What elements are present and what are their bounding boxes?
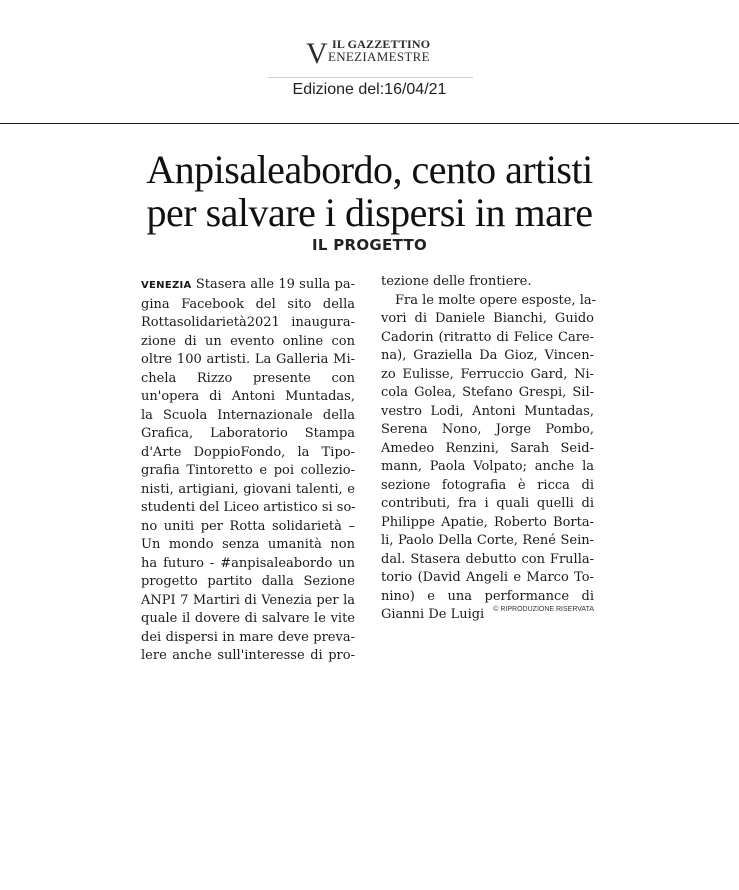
copyright-notice: © RIPRODUZIONE RISERVATA (493, 606, 594, 613)
text-line: dei dispersi in mare deve preva- (141, 629, 355, 645)
text-line: oltre 100 artisti. La Galleria Mi- (141, 352, 355, 367)
text-line: un'opera di Antoni Muntadas, (141, 389, 355, 404)
text-line: grafia Tintoretto e poi collezio- (141, 463, 355, 478)
text-line: ha futuro - #anpisaleabordo un (141, 555, 355, 571)
text-line: quale il dovere di salvare le vite (141, 611, 355, 626)
text-line: li, Paolo Della Corte, René Sein- (381, 533, 594, 548)
text-line: la Scuola Internazionale della (141, 407, 355, 423)
text-line: lere anche sull'interesse di pro- (141, 648, 355, 663)
article-kicker: IL PROGETTO (311, 236, 428, 254)
newspaper-logo (306, 37, 446, 70)
text-line: chela Rizzo presente con (141, 370, 355, 386)
text-line: Gianni De Luigi (381, 607, 485, 622)
text-line: cola Golea, Stefano Grespi, Sil- (381, 385, 594, 400)
headline-line-2: per salvare i dispersi in mare (146, 190, 593, 235)
text-line: Amedeo Renzini, Sarah Seid- (381, 440, 594, 456)
text-line: VENEZIA Stasera alle 19 sulla pa- (141, 277, 355, 292)
logo-bottom-line: ENEZIAMESTRE (328, 49, 430, 64)
text-line: contributi, fra i quali quelli di (381, 496, 594, 511)
headline-line-1: Anpisaleabordo, cento artisti (146, 147, 593, 192)
text-line: Philippe Apatie, Roberto Borta- (381, 514, 594, 530)
text-line: Grafica, Laboratorio Stampa (141, 426, 355, 441)
text-line: mann, Paola Volpato; anche la (381, 459, 594, 474)
text-line: nino) e una performance di (381, 588, 594, 604)
text-line: na), Graziella Da Gioz, Vincen- (381, 348, 594, 363)
text-line: zione di un evento online con (141, 333, 355, 349)
text-line: nisti, artigiani, giovani talenti, e (141, 481, 355, 497)
text-line: vestro Lodi, Antoni Muntadas, (381, 403, 594, 419)
text-line: zo Eulisse, Ferruccio Gard, Ni- (381, 366, 594, 382)
text-line: torio (David Angeli e Marco To- (381, 570, 594, 585)
text-line: progetto partito dalla Sezione (141, 574, 355, 589)
text-line: Serena Nono, Jorge Pombo, (381, 422, 594, 437)
text-line: studenti del Liceo artistico si so- (141, 500, 356, 515)
article-column-2 (381, 273, 597, 625)
logo-initial: V (306, 37, 327, 70)
text-line: Fra le molte opere esposte, la- (395, 292, 597, 308)
header-rule (0, 123, 739, 124)
article-dateline: VENEZIA (141, 280, 192, 291)
article-column-1 (141, 276, 355, 666)
text-line: Rottasolidarietà2021 inaugura- (141, 315, 355, 330)
text-line: Un mondo senza umanità non (141, 537, 355, 552)
text-line: no uniti per Rotta solidarietà – (141, 518, 355, 534)
article-headline (0, 148, 739, 234)
text-line: Cadorin (ritratto di Felice Care- (381, 329, 594, 345)
text-line: dal. Stasera debutto con Frulla- (381, 551, 594, 567)
text-line: ANPI 7 Martiri di Venezia per la (141, 592, 355, 608)
text-line: gina Facebook del sito della (141, 296, 355, 312)
text-line: vori di Daniele Bianchi, Guido (381, 311, 594, 326)
text-line: sezione fotografia è ricca di (381, 477, 594, 493)
text-line: d'Arte DoppioFondo, la Tipo- (141, 444, 355, 460)
text-line: tezione delle frontiere. (381, 274, 532, 289)
edition-divider (268, 77, 473, 78)
edition-date: Edizione del:16/04/21 (292, 81, 447, 98)
logo-top-line: IL GAZZETTINO (332, 37, 431, 51)
